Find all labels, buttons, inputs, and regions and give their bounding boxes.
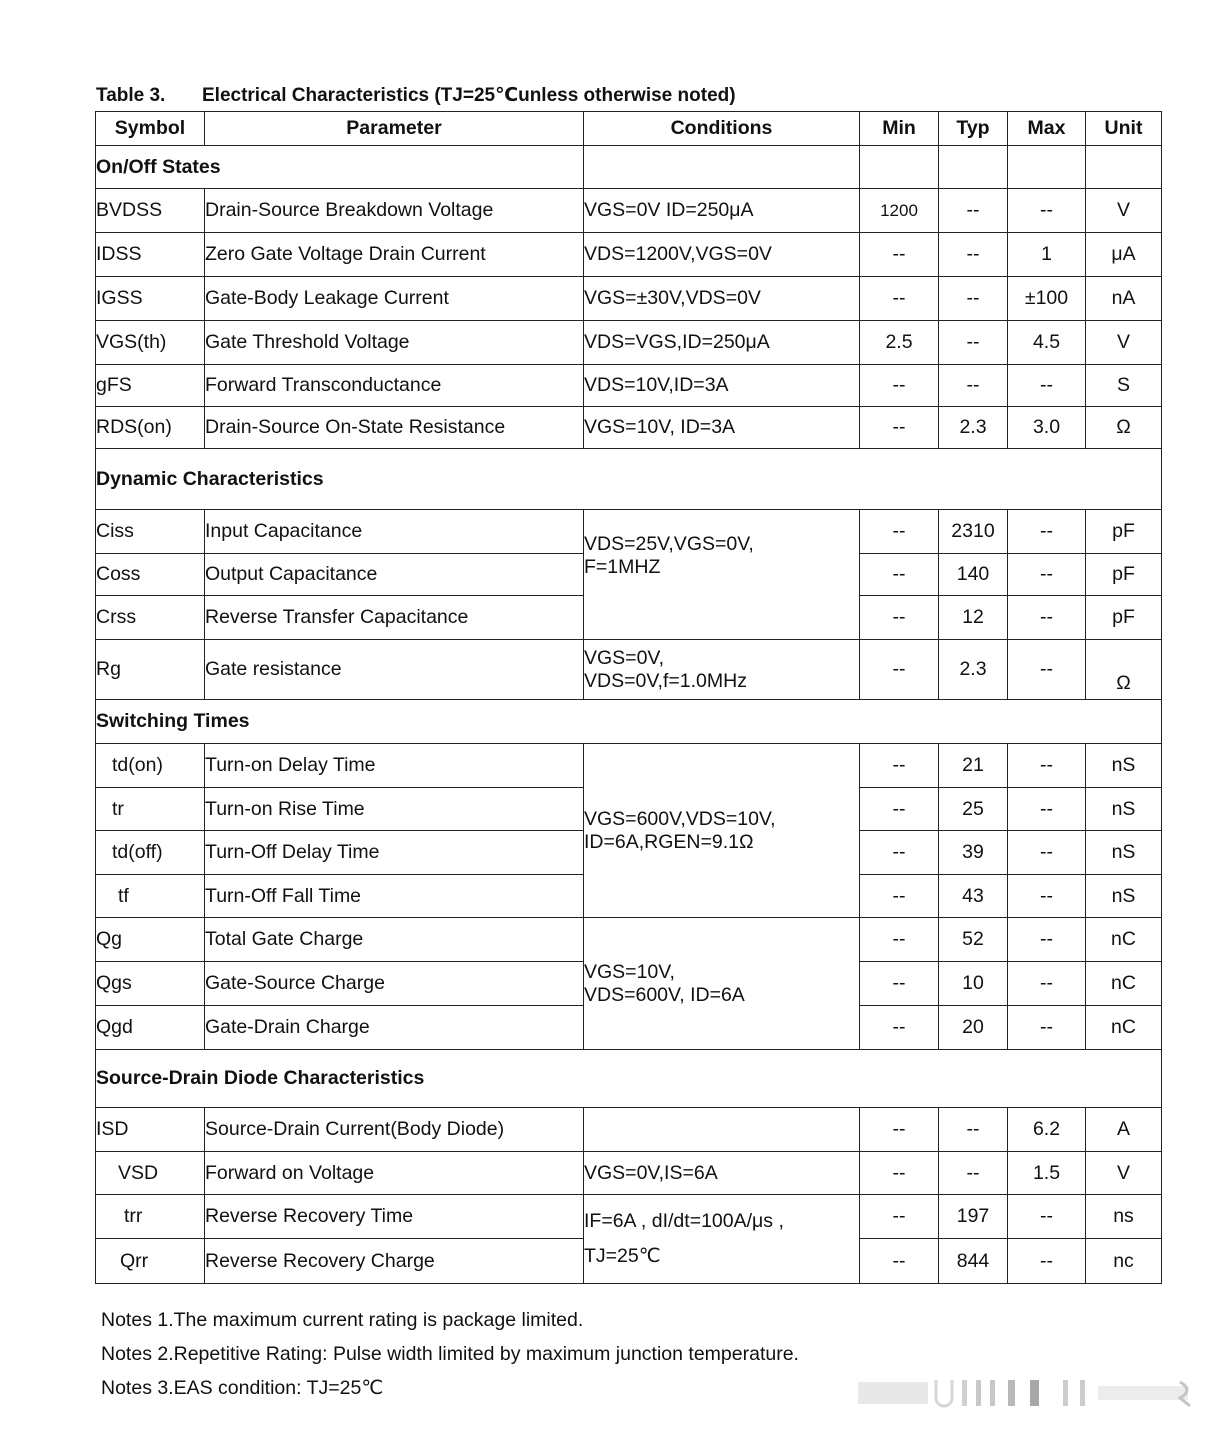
notes	[101, 1303, 799, 1405]
max-cell: --	[1008, 1006, 1086, 1050]
section-row	[96, 700, 1162, 744]
max-cell: 1	[1008, 233, 1086, 277]
table-row	[96, 1195, 1162, 1239]
symbol-cell: Qgd	[96, 1006, 205, 1050]
header-unit: Unit	[1086, 112, 1162, 146]
unit-cell: V	[1086, 1152, 1162, 1195]
parameter-cell: Forward on Voltage	[205, 1152, 584, 1195]
table-row	[96, 365, 1162, 407]
conditions-line: VGS=600V,VDS=10V,	[584, 807, 776, 830]
conditions-cell: VGS=0V ID=250μA	[584, 189, 860, 233]
min-cell: --	[860, 510, 939, 554]
unit-cell: nS	[1086, 788, 1162, 831]
unit-cell: V	[1086, 189, 1162, 233]
symbol-cell: Crss	[96, 596, 205, 640]
conditions-line: IF=6A , dI/dt=100A/μs ,	[584, 1210, 784, 1232]
section-row	[96, 146, 1162, 189]
unit-cell: nS	[1086, 831, 1162, 875]
parameter-cell: Drain-Source Breakdown Voltage	[205, 189, 584, 233]
min-cell: --	[860, 640, 939, 700]
conditions-line: ID=6A,RGEN=9.1Ω	[584, 830, 754, 853]
symbol-cell: gFS	[96, 365, 205, 407]
parameter-cell: Reverse Recovery Charge	[205, 1239, 584, 1284]
table-row	[96, 918, 1162, 962]
min-cell: --	[860, 1108, 939, 1152]
conditions-cell	[584, 1195, 860, 1284]
parameter-cell: Input Capacitance	[205, 510, 584, 554]
unit-cell: Ω	[1086, 640, 1162, 700]
max-cell: --	[1008, 875, 1086, 918]
unit-cell: nS	[1086, 875, 1162, 918]
unit-cell: V	[1086, 321, 1162, 365]
parameter-cell: Gate Threshold Voltage	[205, 321, 584, 365]
unit-cell: nC	[1086, 1006, 1162, 1050]
table-row	[96, 233, 1162, 277]
typ-cell: 2.3	[939, 640, 1008, 700]
section-row	[96, 449, 1162, 510]
typ-cell: 52	[939, 918, 1008, 962]
header-symbol: Symbol	[96, 112, 205, 146]
typ-cell: --	[939, 321, 1008, 365]
conditions-cell: VGS=10V, ID=3A	[584, 407, 860, 449]
parameter-cell: Source-Drain Current(Body Diode)	[205, 1108, 584, 1152]
max-cell: --	[1008, 510, 1086, 554]
table-row	[96, 321, 1162, 365]
unit-cell: nS	[1086, 744, 1162, 788]
table-caption	[96, 84, 736, 107]
typ-cell: --	[939, 365, 1008, 407]
min-cell: 1200	[860, 189, 939, 233]
typ-cell: --	[939, 277, 1008, 321]
section-heading: On/Off States	[96, 146, 584, 189]
max-cell: 1.5	[1008, 1152, 1086, 1195]
table-title: Electrical Characteristics (TJ=25℃unless otherwise noted)	[202, 85, 736, 106]
section-heading: Source-Drain Diode Characteristics	[96, 1050, 1162, 1108]
min-cell: --	[860, 1006, 939, 1050]
min-cell: --	[860, 407, 939, 449]
typ-cell: 10	[939, 962, 1008, 1006]
header-conditions: Conditions	[584, 112, 860, 146]
typ-cell: 12	[939, 596, 1008, 640]
symbol-cell: td(on)	[96, 744, 205, 788]
typ-cell: 43	[939, 875, 1008, 918]
conditions-cell	[584, 640, 860, 700]
min-cell: 2.5	[860, 321, 939, 365]
parameter-cell: Turn-on Rise Time	[205, 788, 584, 831]
table-label: Table 3.	[96, 85, 166, 106]
max-cell: --	[1008, 365, 1086, 407]
parameter-cell: Gate-Source Charge	[205, 962, 584, 1006]
max-cell: --	[1008, 1239, 1086, 1284]
unit-cell: ns	[1086, 1195, 1162, 1239]
symbol-cell: tr	[96, 788, 205, 831]
conditions-line: VGS=0V,	[584, 646, 665, 669]
max-cell: 4.5	[1008, 321, 1086, 365]
unit-cell: pF	[1086, 510, 1162, 554]
symbol-cell: Rg	[96, 640, 205, 700]
table-row	[96, 407, 1162, 449]
max-cell: --	[1008, 831, 1086, 875]
symbol-cell: Qgs	[96, 962, 205, 1006]
parameter-cell: Gate resistance	[205, 640, 584, 700]
symbol-cell: Qg	[96, 918, 205, 962]
max-cell: --	[1008, 918, 1086, 962]
parameter-cell: Turn-Off Delay Time	[205, 831, 584, 875]
note-2: Notes 2.Repetitive Rating: Pulse width limited by maximum junction temperature.	[101, 1343, 799, 1365]
symbol-cell: trr	[96, 1195, 205, 1239]
note-1: Notes 1.The maximum current rating is package limited.	[101, 1309, 584, 1331]
typ-cell: 844	[939, 1239, 1008, 1284]
max-cell: --	[1008, 962, 1086, 1006]
max-cell: --	[1008, 640, 1086, 700]
parameter-cell: Drain-Source On-State Resistance	[205, 407, 584, 449]
conditions-cell	[584, 744, 860, 918]
watermark-logo	[858, 1372, 1198, 1412]
symbol-cell: IGSS	[96, 277, 205, 321]
max-cell: --	[1008, 596, 1086, 640]
symbol-cell: VGS(th)	[96, 321, 205, 365]
conditions-cell	[584, 510, 860, 640]
min-cell: --	[860, 233, 939, 277]
typ-cell: 2.3	[939, 407, 1008, 449]
max-cell: --	[1008, 744, 1086, 788]
unit-cell: nC	[1086, 962, 1162, 1006]
conditions-cell: VDS=1200V,VGS=0V	[584, 233, 860, 277]
typ-cell: --	[939, 1108, 1008, 1152]
parameter-cell: Forward Transconductance	[205, 365, 584, 407]
unit-cell: S	[1086, 365, 1162, 407]
unit-cell: pF	[1086, 596, 1162, 640]
conditions-line: VDS=600V, ID=6A	[584, 983, 745, 1006]
symbol-cell: IDSS	[96, 233, 205, 277]
table-row	[96, 510, 1162, 554]
parameter-cell: Gate-Drain Charge	[205, 1006, 584, 1050]
max-cell: --	[1008, 189, 1086, 233]
conditions-line: F=1MHZ	[584, 556, 661, 578]
unit-cell: nc	[1086, 1239, 1162, 1284]
min-cell: --	[860, 1239, 939, 1284]
section-row	[96, 1050, 1162, 1108]
typ-cell: 39	[939, 831, 1008, 875]
electrical-characteristics-table	[95, 111, 1162, 1284]
header-row	[96, 112, 1162, 146]
typ-cell: 197	[939, 1195, 1008, 1239]
parameter-cell: Total Gate Charge	[205, 918, 584, 962]
table-row	[96, 277, 1162, 321]
conditions-cell: VDS=10V,ID=3A	[584, 365, 860, 407]
conditions-line: VDS=0V,f=1.0MHz	[584, 669, 747, 692]
min-cell: --	[860, 831, 939, 875]
parameter-cell: Turn-on Delay Time	[205, 744, 584, 788]
typ-cell: 25	[939, 788, 1008, 831]
conditions-line: VDS=25V,VGS=0V,	[584, 533, 754, 555]
min-cell: --	[860, 744, 939, 788]
typ-cell: 2310	[939, 510, 1008, 554]
conditions-cell: VGS=0V,IS=6A	[584, 1152, 860, 1195]
table-row	[96, 744, 1162, 788]
max-cell: --	[1008, 554, 1086, 596]
table-row	[96, 640, 1162, 700]
header-parameter: Parameter	[205, 112, 584, 146]
max-cell: --	[1008, 1195, 1086, 1239]
symbol-cell: td(off)	[96, 831, 205, 875]
table-row	[96, 1152, 1162, 1195]
typ-cell: --	[939, 189, 1008, 233]
min-cell: --	[860, 962, 939, 1006]
max-cell: 3.0	[1008, 407, 1086, 449]
min-cell: --	[860, 596, 939, 640]
symbol-cell: Qrr	[96, 1239, 205, 1284]
header-max: Max	[1008, 112, 1086, 146]
typ-cell: 20	[939, 1006, 1008, 1050]
parameter-cell: Output Capacitance	[205, 554, 584, 596]
min-cell: --	[860, 365, 939, 407]
section-heading: Switching Times	[96, 700, 1162, 744]
symbol-cell: RDS(on)	[96, 407, 205, 449]
conditions-cell: VDS=VGS,ID=250μA	[584, 321, 860, 365]
table-row	[96, 189, 1162, 233]
parameter-cell: Reverse Recovery Time	[205, 1195, 584, 1239]
min-cell: --	[860, 918, 939, 962]
conditions-cell: VGS=±30V,VDS=0V	[584, 277, 860, 321]
parameter-cell: Gate-Body Leakage Current	[205, 277, 584, 321]
conditions-line: TJ=25℃	[584, 1245, 661, 1267]
unit-cell: nC	[1086, 918, 1162, 962]
header-typ: Typ	[939, 112, 1008, 146]
max-cell: --	[1008, 788, 1086, 831]
conditions-line: VGS=10V,	[584, 960, 675, 983]
min-cell: --	[860, 554, 939, 596]
unit-cell: nA	[1086, 277, 1162, 321]
symbol-cell: tf	[96, 875, 205, 918]
min-cell: --	[860, 788, 939, 831]
unit-cell: Ω	[1086, 407, 1162, 449]
max-cell: ±100	[1008, 277, 1086, 321]
symbol-cell: ISD	[96, 1108, 205, 1152]
unit-cell: μA	[1086, 233, 1162, 277]
typ-cell: 140	[939, 554, 1008, 596]
section-heading: Dynamic Characteristics	[96, 449, 1162, 510]
typ-cell: --	[939, 1152, 1008, 1195]
symbol-cell: VSD	[96, 1152, 205, 1195]
conditions-cell	[584, 918, 860, 1050]
min-cell: --	[860, 277, 939, 321]
unit-cell: pF	[1086, 554, 1162, 596]
min-cell: --	[860, 1152, 939, 1195]
parameter-cell: Zero Gate Voltage Drain Current	[205, 233, 584, 277]
symbol-cell: BVDSS	[96, 189, 205, 233]
parameter-cell: Turn-Off Fall Time	[205, 875, 584, 918]
parameter-cell: Reverse Transfer Capacitance	[205, 596, 584, 640]
table-row	[96, 1108, 1162, 1152]
symbol-cell: Ciss	[96, 510, 205, 554]
symbol-cell: Coss	[96, 554, 205, 596]
typ-cell: --	[939, 233, 1008, 277]
note-3: Notes 3.EAS condition: TJ=25℃	[101, 1377, 384, 1399]
conditions-cell	[584, 1108, 860, 1152]
min-cell: --	[860, 875, 939, 918]
header-min: Min	[860, 112, 939, 146]
min-cell: --	[860, 1195, 939, 1239]
typ-cell: 21	[939, 744, 1008, 788]
max-cell: 6.2	[1008, 1108, 1086, 1152]
unit-cell: A	[1086, 1108, 1162, 1152]
